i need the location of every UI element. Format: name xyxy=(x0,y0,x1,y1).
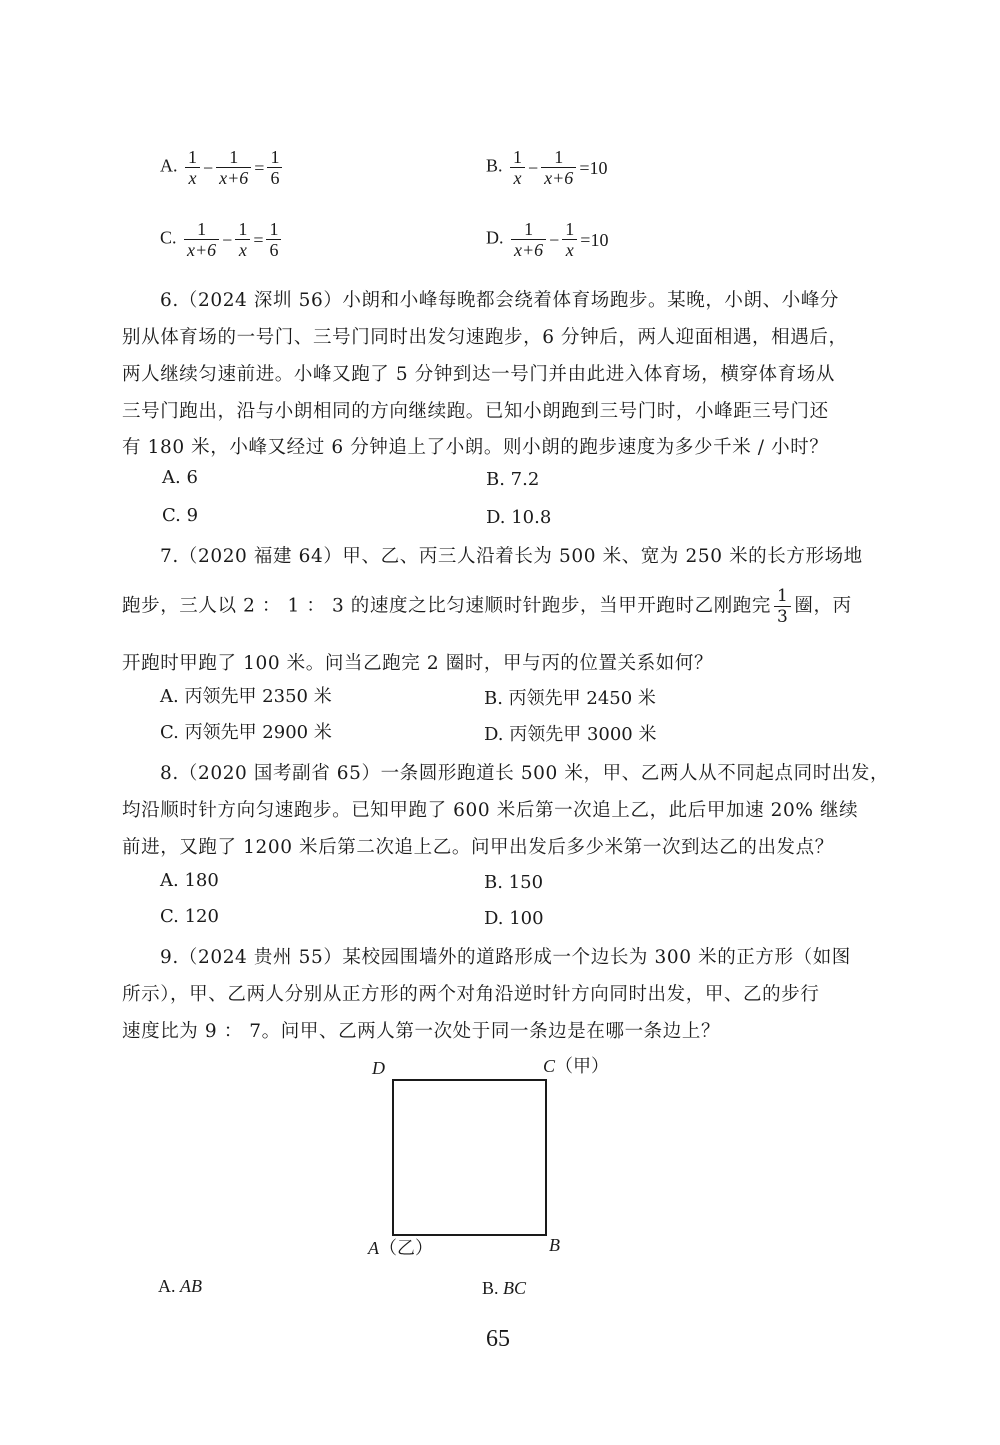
q8-line-3: 前进，又跑了 1200 米后第二次追上乙。问甲出发后多少米第一次到达乙的出发点？ xyxy=(122,837,834,858)
q6-line-1: 6.（2024 深圳 56）小朗和小峰每晚都会绕着体育场跑步。某晚，小朗、小峰分 xyxy=(160,290,840,311)
q7-line-3: 开跑时甲跑了 100 米。问当乙跑完 2 圈时，甲与丙的位置关系如何？ xyxy=(122,653,714,674)
q9-line-1: 9.（2024 贵州 55）某校园围墙外的道路形成一个边长为 300 米的正方形（如图 xyxy=(160,947,851,968)
q8-option-d: D. 100 xyxy=(484,908,544,929)
q7-line-1: 7.（2020 福建 64）甲、乙、丙三人沿着长为 500 米、宽为 250 米的长方形场地 xyxy=(160,546,863,567)
q8-option-c: C. 120 xyxy=(160,906,219,927)
q6-line-2: 别从体育场的一号门、三号门同时出发匀速跑步，6 分钟后，两人迎面相遇，相遇后， xyxy=(122,327,848,348)
q9-option-b: B. BC xyxy=(482,1278,527,1298)
q9-option-a: A. AB xyxy=(158,1276,202,1296)
q6-line-5: 有 180 米，小峰又经过 6 分钟追上了小朗。则小朗的跑步速度为多少千米 / 小时？ xyxy=(122,437,829,458)
corner-label-d: D xyxy=(372,1058,385,1078)
q6-option-d: D. 10.8 xyxy=(486,507,552,528)
q8-option-b: B. 150 xyxy=(484,872,544,893)
q5-option-d: D. $\frac{1}{x+6}$ − $\frac{1}{x}$ =10 xyxy=(486,219,609,260)
q7-line-2: 跑步，三人以 2 ： 1 ： 3 的速度之比匀速顺时针跑步，当甲开跑时乙刚跑完 $\frac{1}{3}$ 圈，丙 xyxy=(122,586,852,627)
square-outline xyxy=(393,1080,546,1235)
square-figure xyxy=(360,1050,620,1260)
q9-line-3: 速度比为 9 ： 7。问甲、乙两人第一次处于同一条边是在哪一条边上？ xyxy=(122,1021,721,1042)
corner-label-a: A（乙） xyxy=(368,1238,433,1259)
q6-option-b: B. 7.2 xyxy=(486,469,540,490)
corner-label-b: B xyxy=(549,1235,560,1255)
q5-option-b: B. $\frac{1}{x}$ − $\frac{1}{x+6}$ =10 xyxy=(486,147,608,188)
q9-line-2: 所示），甲、乙两人分别从正方形的两个对角沿逆时针方向同时出发，甲、乙的步行 xyxy=(122,984,820,1005)
q7-option-b: B. 丙领先甲 2450 米 xyxy=(484,688,656,709)
q7-option-c: C. 丙领先甲 2900 米 xyxy=(160,722,332,743)
q6-line-3: 两人继续匀速前进。小峰又跑了 5 分钟到达一号门并由此进入体育场，横穿体育场从 xyxy=(122,364,835,385)
q7-option-a: A. 丙领先甲 2350 米 xyxy=(160,686,332,707)
q6-line-4: 三号门跑出，沿与小朗相同的方向继续跑。已知小朗跑到三号门时，小峰距三号门还 xyxy=(122,401,829,422)
corner-label-c: C（甲） xyxy=(543,1056,610,1077)
q8-line-1: 8.（2020 国考副省 65）一条圆形跑道长 500 米，甲、乙两人从不同起点同时出发， xyxy=(160,763,890,784)
q8-line-2: 均沿顺时针方向匀速跑步。已知甲跑了 600 米后第一次追上乙，此后甲加速 20% 继续 xyxy=(122,800,859,821)
q5-option-a: A. $\frac{1}{x}$ − $\frac{1}{x+6}$ = $\frac{1}{6}$ xyxy=(160,147,285,188)
page-number: 65 xyxy=(486,1326,510,1352)
q6-option-c: C. 9 xyxy=(162,505,199,526)
q8-option-a: A. 180 xyxy=(160,870,219,891)
q5-option-c: C. $\frac{1}{x+6}$ − $\frac{1}{x}$ = $\frac{1}{6}$ xyxy=(160,219,284,260)
q7-option-d: D. 丙领先甲 3000 米 xyxy=(484,724,657,745)
q6-option-a: A. 6 xyxy=(162,467,198,488)
